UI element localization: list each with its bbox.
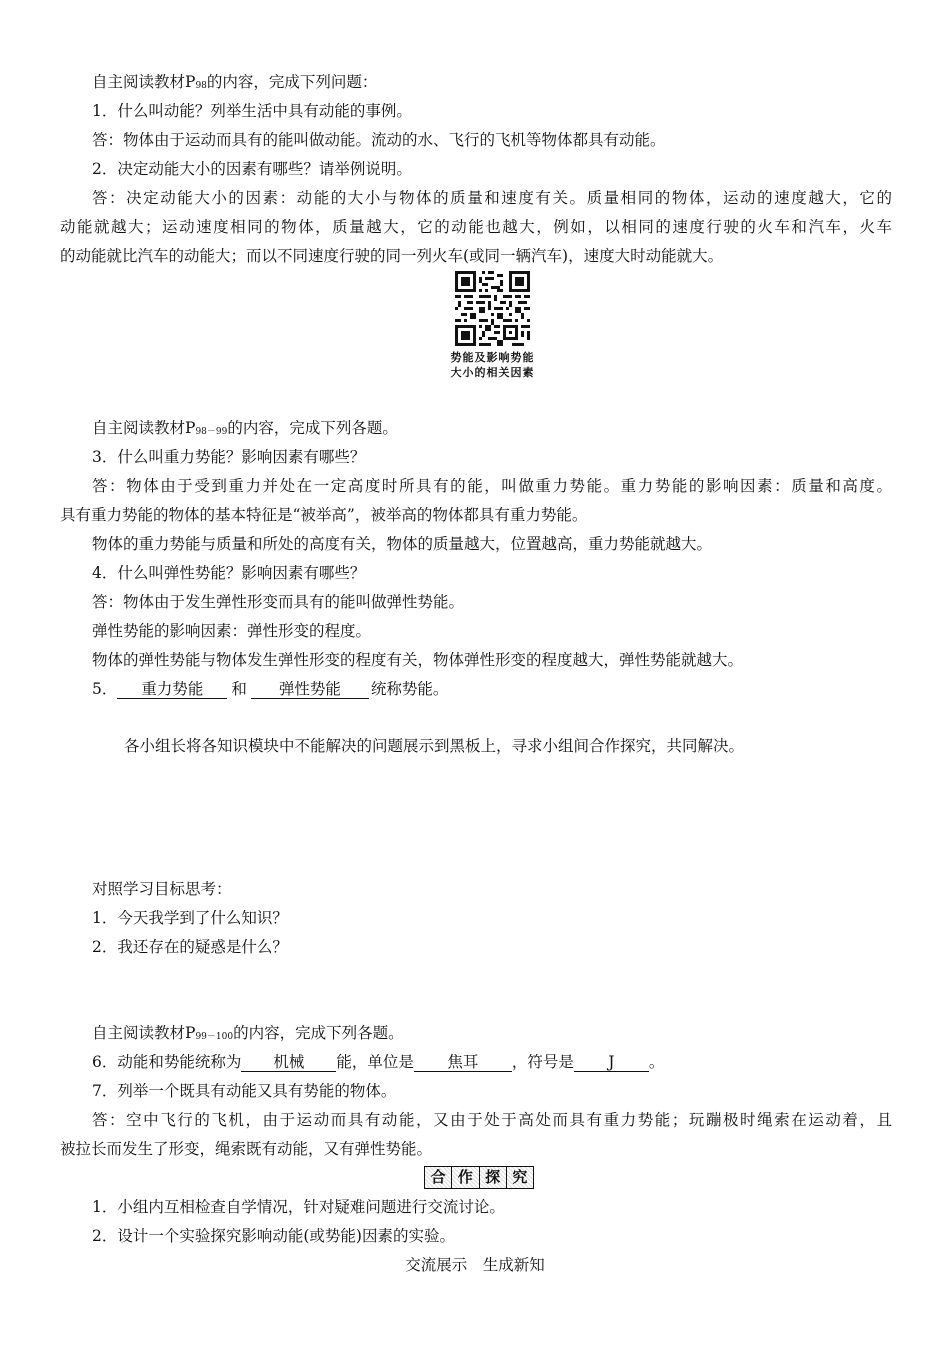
page-ref: 98 xyxy=(195,81,207,91)
blank-answer-symbol[interactable]: J xyxy=(574,1053,649,1072)
answer-4-line-1: 答：物体由于发生弹性形变而具有的能叫做弹性势能。 xyxy=(92,593,465,611)
question-text-mid2: ，符号是 xyxy=(511,1053,574,1071)
section1-intro xyxy=(92,71,892,97)
question-4: 4．什么叫弹性势能？影响因素有哪些？ xyxy=(92,564,366,582)
page-ref: 99－100 xyxy=(195,1032,234,1042)
answer-2-line-1: 答：决定动能大小的因素：动能的大小与物体的质量和速度有关。质量相同的物体，运动的速度越大，它的 xyxy=(92,189,892,207)
badge-char: 合 xyxy=(425,1167,452,1188)
question-text-mid: 能，单位是 xyxy=(336,1053,414,1071)
question-tail: 统称势能。 xyxy=(370,680,449,698)
intro-text: 自主阅读教材P xyxy=(92,419,196,437)
question-text-end: 。 xyxy=(648,1053,665,1071)
coop-item-1: 1．小组内互相检查自学情况，针对疑难问题进行交流讨论。 xyxy=(92,1198,505,1216)
question-3: 3．什么叫重力势能？影响因素有哪些？ xyxy=(92,448,366,466)
question-5 xyxy=(92,678,892,700)
intro-text-end: 的内容，完成下列问题： xyxy=(206,73,378,91)
badge-char: 探 xyxy=(480,1167,507,1188)
badge-char: 究 xyxy=(507,1167,533,1188)
blank-answer-unit[interactable]: 焦耳 xyxy=(414,1053,512,1072)
question-6 xyxy=(92,1051,892,1073)
qr-caption-line-2: 大小的相关因素 xyxy=(450,366,535,379)
coop-item-2: 2．设计一个实验探究影响动能(或势能)因素的实验。 xyxy=(92,1227,455,1245)
intro-text-end: 的内容，完成下列各题。 xyxy=(227,419,398,437)
answer-4-line-3: 物体的弹性势能与物体发生弹性形变的程度有关，物体弹性形变的程度越大，弹性势能就越大。 xyxy=(92,651,744,669)
intro-text: 自主阅读教材P xyxy=(92,1024,196,1042)
question-text: 6．动能和势能统称为 xyxy=(92,1053,242,1071)
answer-4-line-2: 弹性势能的影响因素：弹性形变的程度。 xyxy=(92,622,372,640)
section2-intro xyxy=(92,417,892,443)
intro-text-end: 的内容，完成下列各题。 xyxy=(233,1024,404,1042)
reflection-2: 2．我还存在的疑惑是什么？ xyxy=(92,938,288,956)
question-2: 2．决定动能大小的因素有哪些？请举例说明。 xyxy=(92,160,412,178)
answer-7-line-1: 答：空中飞行的飞机，由于运动而具有动能，又由于处于高处而具有重力势能；玩蹦极时绳索在运动着，且 xyxy=(92,1111,892,1129)
question-number: 5． xyxy=(92,680,118,698)
footer-heading: 交流展示 生成新知 xyxy=(405,1256,545,1274)
page-ref: 98－99 xyxy=(195,427,228,437)
answer-1: 答：物体由于运动而具有的能叫做动能。流动的水、飞行的飞机等物体都具有动能。 xyxy=(92,131,666,149)
qr-caption-line-1: 势能及影响势能 xyxy=(450,351,535,364)
answer-3-line-1: 答：物体由于受到重力并处在一定高度时所具有的能，叫做重力势能。重力势能的影响因素：质量和高度。 xyxy=(92,477,892,495)
answer-2-line-2: 动能就越大；运动速度相同的物体，质量越大，它的动能也越大，例如，以相同的速度行驶的火车和汽车，火车 xyxy=(60,218,892,236)
blank-answer-elastic[interactable]: 弹性势能 xyxy=(251,680,369,699)
cooperation-badge xyxy=(424,1166,534,1189)
connector-text: 和 xyxy=(231,680,247,698)
reflection-title: 对照学习目标思考： xyxy=(92,880,232,898)
badge-char: 作 xyxy=(452,1167,479,1188)
answer-2-line-3: 的动能就比汽车的动能大；而以不同速度行驶的同一列火车(或同一辆汽车)，速度大时动能就大。 xyxy=(60,247,724,265)
answer-3-line-2: 具有重力势能的物体的基本特征是“被举高”，被举高的物体都具有重力势能。 xyxy=(60,506,588,524)
blank-answer-mechanical[interactable]: 机械 xyxy=(241,1053,336,1072)
blank-answer-gravitational[interactable]: 重力势能 xyxy=(117,680,227,699)
reflection-1: 1．今天我学到了什么知识？ xyxy=(92,909,288,927)
group-note: 各小组长将各知识模块中不能解决的问题展示到黑板上，寻求小组间合作探究，共同解决。 xyxy=(124,737,745,755)
question-7: 7．列举一个既具有动能又具有势能的物体。 xyxy=(92,1082,397,1100)
qr-code-icon[interactable] xyxy=(455,271,530,346)
answer-7-line-2: 被拉长而发生了形变，绳索既有动能，又有弹性势能。 xyxy=(60,1140,433,1158)
section3-intro xyxy=(92,1022,892,1048)
intro-text: 自主阅读教材P xyxy=(92,73,196,91)
answer-3-line-3: 物体的重力势能与质量和所处的高度有关，物体的质量越大，位置越高，重力势能就越大。 xyxy=(92,535,713,553)
question-1: 1．什么叫动能？列举生活中具有动能的事例。 xyxy=(92,102,412,120)
